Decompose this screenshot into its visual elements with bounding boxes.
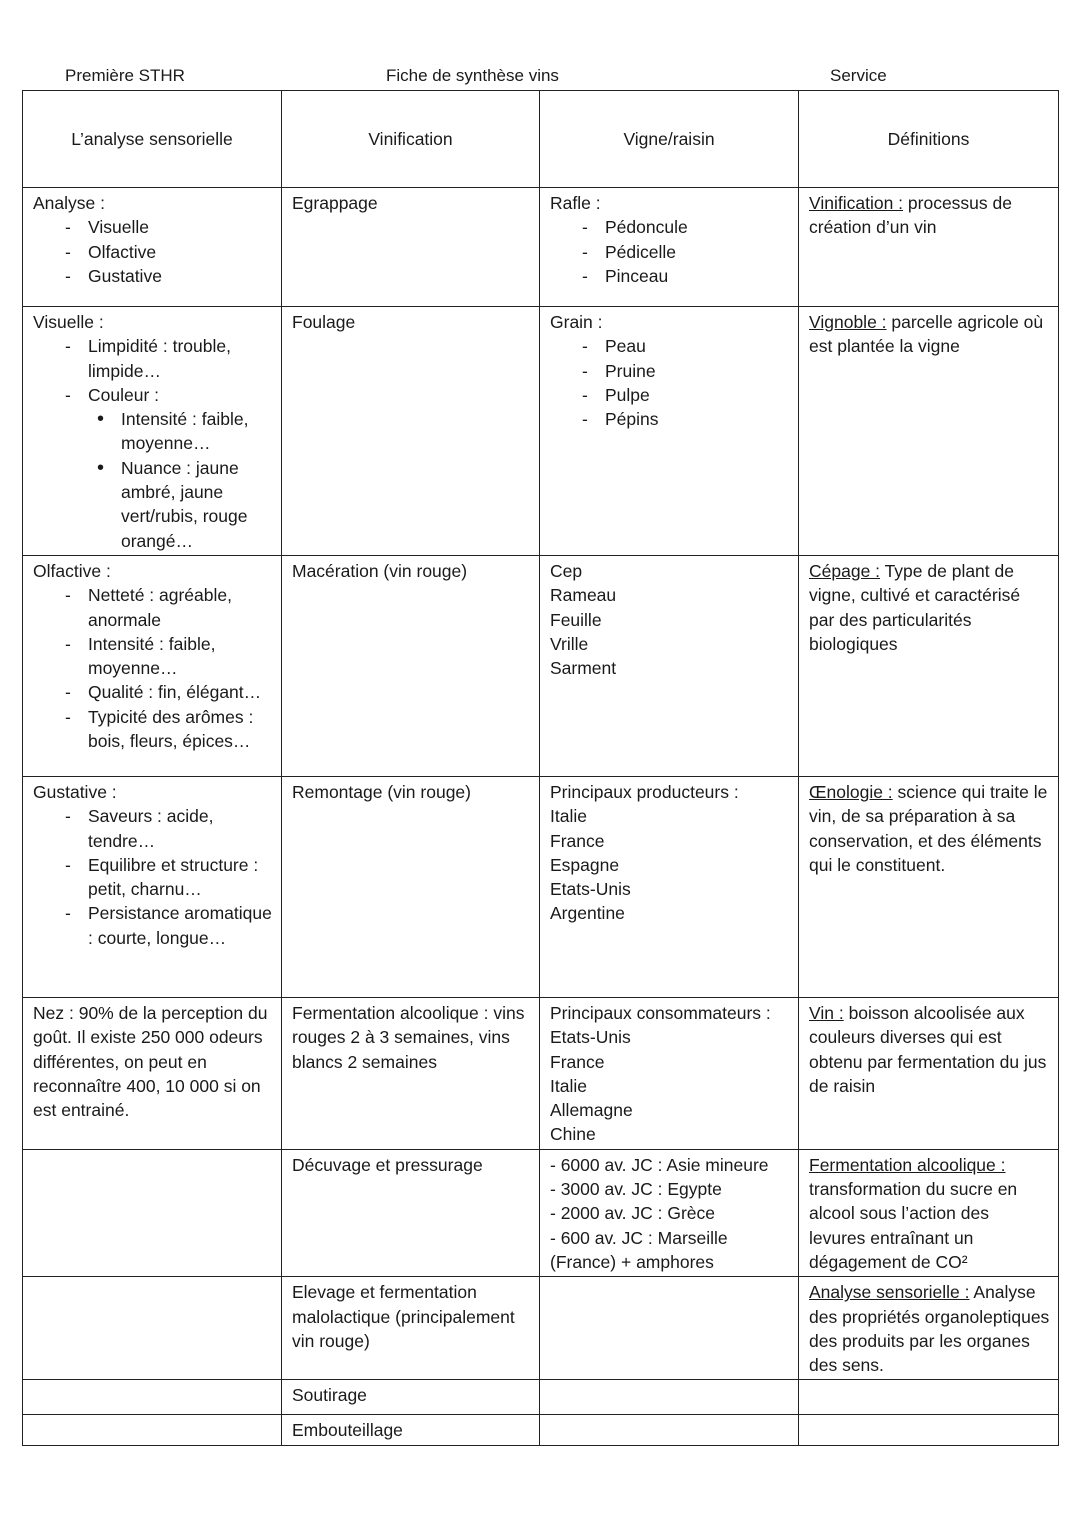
- cell-line: Chine: [550, 1124, 596, 1145]
- definition-term: Analyse sensorielle :: [809, 1282, 970, 1303]
- cell-line: Vrille: [550, 633, 589, 654]
- definition-term: Œnologie :: [809, 781, 893, 802]
- vigne-cell: [540, 997, 799, 1149]
- cell-line: Cep: [550, 560, 583, 581]
- definition-cell: [799, 307, 1059, 556]
- vigne-cell: [540, 776, 799, 997]
- definition-text: boisson alcoolisée aux couleurs diverses qui est obtenu par fermentation du jus de raisin: [809, 1002, 1047, 1096]
- vinification-cell: Remontage (vin rouge): [282, 776, 540, 997]
- cell-line: Allemagne: [550, 1100, 633, 1121]
- cell-title: Analyse :: [33, 193, 105, 213]
- definition-term: Vin :: [809, 1002, 844, 1023]
- vinification-cell: Embouteillage: [282, 1415, 540, 1445]
- table-row: [23, 555, 1059, 776]
- vinification-cell: Fermentation alcoolique : vins rouges 2 à 3 semaines, vins blancs 2 semaines: [282, 997, 540, 1149]
- table-row: [23, 188, 1059, 307]
- cell-line: - 600 av. JC : Marseille (France) + amphores: [550, 1227, 728, 1272]
- definition-cell: [799, 1149, 1059, 1276]
- sub-list-item: • Nuance : jaune ambré, jaune vert/rubis, rouge orangé…: [33, 456, 273, 553]
- definition-cell: [799, 1380, 1059, 1415]
- list-item: - Visuelle: [33, 215, 273, 239]
- definition-cell: [799, 1415, 1059, 1445]
- analyse-cell: [23, 307, 282, 556]
- analyse-cell: [23, 776, 282, 997]
- column-header-vinification: Vinification: [282, 91, 540, 188]
- definition-term: Vignoble :: [809, 312, 887, 332]
- table-row: [23, 1415, 1059, 1445]
- list-item: - Peau: [550, 334, 790, 358]
- vinification-cell: Macération (vin rouge): [282, 555, 540, 776]
- definition-cell: [799, 555, 1059, 776]
- cell-line: - 6000 av. JC : Asie mineure: [550, 1154, 769, 1175]
- table-row: [23, 307, 1059, 556]
- cell-line: Principaux producteurs :: [550, 781, 739, 802]
- cell-title: Olfactive :: [33, 560, 111, 581]
- cell-line: France: [550, 830, 605, 851]
- sub-list-item: • Intensité : faible, moyenne…: [33, 407, 273, 456]
- definition-text: parcelle agricole où est plantée la vigne: [809, 312, 1044, 357]
- list-item: - Pédoncule: [550, 215, 790, 239]
- table-row: [23, 776, 1059, 997]
- vigne-cell: [540, 1277, 799, 1380]
- synthesis-table: [22, 90, 1059, 1446]
- definition-cell: [799, 776, 1059, 997]
- vigne-cell: [540, 307, 799, 556]
- list-item: - Equilibre et structure : petit, charnu…: [33, 853, 273, 902]
- list-item: - Persistance aromatique : courte, longue…: [33, 901, 273, 950]
- definition-term: Vinification :: [809, 193, 904, 213]
- cell-line: France: [550, 1051, 605, 1072]
- cell-title: Grain :: [550, 312, 603, 332]
- cell-line: Italie: [550, 1075, 587, 1096]
- cell-line: Espagne: [550, 854, 620, 875]
- vinification-cell: Décuvage et pressurage: [282, 1149, 540, 1276]
- cell-line: Argentine: [550, 903, 625, 924]
- list-item: - Saveurs : acide, tendre…: [33, 804, 273, 853]
- vinification-cell: Foulage: [282, 307, 540, 556]
- list-item: - Pinceau: [550, 264, 790, 288]
- table-row: [23, 1380, 1059, 1415]
- header-title: Fiche de synthèse vins: [386, 66, 559, 85]
- list-item: - Qualité : fin, élégant…: [33, 680, 273, 704]
- vigne-cell: [540, 1415, 799, 1445]
- analyse-cell: [23, 1277, 282, 1380]
- list-item: - Intensité : faible, moyenne…: [33, 632, 273, 681]
- header-class: Première STHR: [65, 66, 185, 85]
- list-item: - Pépins: [550, 407, 790, 431]
- definition-term: Fermentation alcoolique :: [809, 1154, 1006, 1175]
- cell-title: Gustative :: [33, 781, 117, 802]
- definition-cell: [799, 997, 1059, 1149]
- cell-line: Principaux consommateurs :: [550, 1002, 771, 1023]
- list-item: - Pédicelle: [550, 240, 790, 264]
- definition-text: transformation du sucre en alcool sous l’action des levures entraînant un dégagement de CO²: [809, 1179, 1018, 1272]
- cell-title: Rafle :: [550, 193, 601, 213]
- vinification-cell: Elevage et fermentation malolactique (principalement vin rouge): [282, 1277, 540, 1380]
- cell-line: - 2000 av. JC : Grèce: [550, 1203, 716, 1224]
- definition-cell: [799, 188, 1059, 307]
- vigne-cell: [540, 1380, 799, 1415]
- list-item: - Gustative: [33, 264, 273, 288]
- vigne-cell: [540, 1149, 799, 1276]
- list-item: - Pruine: [550, 359, 790, 383]
- cell-title: Visuelle :: [33, 312, 104, 332]
- definition-text: science qui traite le vin, de sa préparation à sa conservation, et des éléments qui le constituent.: [809, 781, 1048, 875]
- definition-text: Type de plant de vigne, cultivé et caractérisé par des particularités biologiques: [809, 560, 1021, 654]
- cell-line: Etats-Unis: [550, 1027, 631, 1048]
- analyse-cell: [23, 188, 282, 307]
- list-item: - Typicité des arômes : bois, fleurs, épices…: [33, 705, 273, 754]
- cell-line: Italie: [550, 806, 587, 827]
- analyse-cell: [23, 1415, 282, 1445]
- vinification-cell: Egrappage: [282, 188, 540, 307]
- definition-text: Analyse des propriétés organoleptiques des produits par les organes des sens.: [809, 1282, 1050, 1376]
- analyse-cell: [23, 1149, 282, 1276]
- list-item: - Netteté : agréable, anormale: [33, 583, 273, 632]
- definition-cell: [799, 1277, 1059, 1380]
- table-row: [23, 997, 1059, 1149]
- table-row: [23, 1277, 1059, 1380]
- table-header-row: [23, 91, 1059, 188]
- table-row: [23, 1149, 1059, 1276]
- column-header-definitions: Définitions: [799, 91, 1059, 188]
- cell-line: Feuille: [550, 609, 602, 630]
- column-header-analyse: L’analyse sensorielle: [23, 91, 282, 188]
- cell-line: Etats-Unis: [550, 879, 631, 900]
- list-item: - Olfactive: [33, 240, 273, 264]
- vinification-cell: Soutirage: [282, 1380, 540, 1415]
- vigne-cell: [540, 188, 799, 307]
- analyse-cell: [23, 1380, 282, 1415]
- vigne-cell: [540, 555, 799, 776]
- cell-line: - 3000 av. JC : Egypte: [550, 1179, 722, 1200]
- cell-line: Sarment: [550, 658, 617, 679]
- analyse-cell: Nez : 90% de la perception du goût. Il existe 250 000 odeurs différentes, on peut en reconnaître 400, 10 000 si on est entrainé.: [23, 997, 282, 1149]
- analyse-cell: [23, 555, 282, 776]
- cell-line: Rameau: [550, 585, 617, 606]
- definition-term: Cépage :: [809, 560, 881, 581]
- list-item: - Pulpe: [550, 383, 790, 407]
- column-header-vigne: Vigne/raisin: [540, 91, 799, 188]
- list-item: - Couleur :: [33, 383, 273, 407]
- header-subject: Service: [830, 66, 887, 85]
- definition-text: processus de création d’un vin: [809, 193, 1012, 238]
- list-item: - Limpidité : trouble, limpide…: [33, 334, 273, 383]
